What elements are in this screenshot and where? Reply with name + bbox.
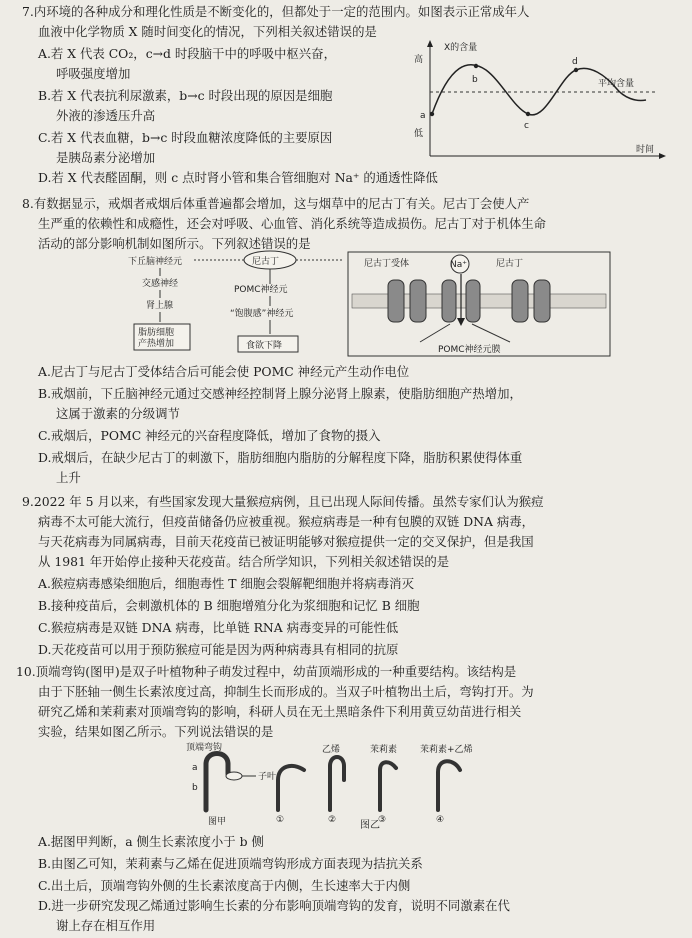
q7-option-d: D.若 X 代表醛固酮，则 c 点时肾小管和集合管细胞对 Na⁺ 的通透性降低 — [38, 170, 438, 185]
q10-option-d: D.进一步研究发现乙烯通过影响生长素的分布影响顶端弯钩的发育，说明不同激素在代 — [38, 898, 510, 913]
q10-stem-line-2: 由于下胚轴一侧生长素浓度过高，抑制生长而形成的。当双子叶植物出土后，弯钩打开。为 — [38, 684, 534, 699]
q10-seedling-2 — [330, 757, 344, 810]
q10-num-2: ② — [328, 815, 337, 825]
q9-stem-line-3: 与天花病毒为同属病毒，目前天花疫苗已被证明能够对猴痘提供一定的交叉保护，但是我国 — [38, 534, 534, 549]
q8-figure — [120, 250, 620, 360]
q10-cotyledon: 子叶 — [258, 772, 277, 782]
q10-side-a: a — [192, 763, 198, 773]
q9-stem-line-2: 病毒不太可能大流行，但疫苗储备仍应被重视。猴痘病毒是一种有包膜的双链 DNA 病毒， — [38, 514, 535, 529]
q10-num-3: ③ — [378, 815, 387, 825]
q8-fat-cell-2: 产热增加 — [138, 339, 175, 349]
q8-stem-line-1: 8.有数据显示，戒烟者戒烟后体重普遍都会增加，这与烟草中的尼古丁有关。尼古丁会使人产 — [22, 196, 530, 211]
q8-option-d-cont: 上升 — [56, 470, 81, 485]
q8-nicotine-2: 尼古丁 — [496, 259, 524, 269]
q10-seedling-4 — [438, 761, 460, 810]
q7-option-b: B.若 X 代表抗利尿激素，b→c 时段出现的原因是细胞 — [38, 88, 333, 103]
q8-adrenal: 肾上腺 — [146, 301, 174, 311]
q8-option-b-cont: 这属于激素的分级调节 — [56, 406, 180, 421]
q8-nicotine: 尼古丁 — [252, 257, 280, 267]
q7-curve — [432, 65, 646, 115]
q10-seedling-1 — [278, 766, 304, 810]
q10-option-c: C.出土后，顶端弯钩外侧的生长素浓度高于内侧，生长速率大于内侧 — [38, 878, 411, 893]
q8-option-c: C.戒烟后，POMC 神经元的兴奋程度降低，增加了食物的摄入 — [38, 428, 381, 443]
q7-y-title: X的含量 — [444, 43, 478, 53]
q7-option-b-cont: 外液的渗透压升高 — [56, 108, 156, 123]
q8-na: Na⁺ — [450, 260, 467, 270]
q9-option-a: A.猴痘病毒感染细胞后，细胞毒性 T 细胞会裂解靶细胞并将病毒消灭 — [38, 576, 414, 591]
q9-option-c: C.猴痘病毒是双链 DNA 病毒，比单链 RNA 病毒变异的可能性低 — [38, 620, 399, 635]
q10-seedling-3 — [380, 762, 396, 810]
q7-avg-label: 平均含量 — [598, 79, 635, 89]
q8-fat-cell-1: 脂肪细胞 — [138, 328, 175, 338]
q7-x-label: 时间 — [636, 145, 655, 155]
q7-stem-line-1: 7.内环境的各种成分和理化性质是不断变化的，但都处于一定的范围内。如图表示正常成年人 — [22, 4, 530, 19]
q7-point-b: b — [472, 75, 478, 85]
q8-option-d: D.戒烟后，在缺少尼古丁的刺激下，脂肪细胞内脂肪的分解程度下降，脂肪积累使得体重 — [38, 450, 523, 465]
q7-figure — [410, 36, 668, 166]
q10-treat-ethylene: 乙烯 — [322, 745, 341, 755]
q8-pomc: POMC神经元 — [234, 285, 288, 295]
q10-num-1: ① — [276, 815, 285, 825]
q8-option-a: A.尼古丁与尼古丁受体结合后可能会使 POMC 神经元产生动作电位 — [38, 364, 410, 379]
q10-stem-line-4: 实验，结果如图乙所示。下列说法错误的是 — [38, 724, 274, 739]
q8-option-b: B.戒烟前，下丘脑神经元通过交感神经控制肾上腺分泌肾上腺素，使脂肪细胞产热增加， — [38, 386, 522, 401]
q10-option-d-cont: 谢上存在相互作用 — [56, 918, 156, 933]
q7-y-low: 低 — [414, 129, 424, 139]
q10-fig-a-label: 图甲 — [208, 817, 227, 826]
q8-stem-line-2: 生严重的依赖性和成瘾性，还会对呼吸、心血管、消化系统等造成损伤。尼古丁对于机体生命 — [38, 216, 547, 231]
q7-option-a-cont: 呼吸强度增加 — [56, 66, 131, 81]
q7-point-c: c — [524, 121, 529, 131]
q7-point-d: d — [572, 57, 578, 67]
q8-sympathetic: 交感神经 — [142, 279, 179, 289]
q9-option-b: B.接种疫苗后，会刺激机体的 B 细胞增殖分化为浆细胞和记忆 B 细胞 — [38, 598, 420, 613]
q8-hypothalamus: 下丘脑神经元 — [128, 257, 183, 267]
q8-food-down: 食欲下降 — [246, 341, 283, 351]
q8-receptor: 尼古丁受体 — [364, 259, 410, 269]
q7-option-c-cont: 是胰岛素分泌增加 — [56, 150, 156, 165]
q7-option-c: C.若 X 代表血糖，b→c 时段血糖浓度降低的主要原因 — [38, 130, 333, 145]
q10-figure — [180, 740, 520, 826]
q10-hook-seedling — [206, 754, 228, 811]
q10-option-a: A.据图甲判断，a 侧生长素浓度小于 b 侧 — [38, 834, 264, 849]
q8-stem-line-3: 活动的部分影响机制如图所示。下列叙述错误的是 — [38, 236, 311, 251]
q10-num-4: ④ — [436, 815, 445, 825]
q10-stem-line-3: 研究乙烯和茉莉素对顶端弯钩的影响，科研人员在无土黑暗条件下利用黄豆幼苗进行相关 — [38, 704, 522, 719]
q9-stem-line-4: 从 1981 年开始停止接种天花疫苗。结合所学知识，下列相关叙述错误的是 — [38, 554, 450, 569]
q8-satiety: “饱腹感”神经元 — [230, 309, 294, 319]
q7-y-high: 高 — [414, 55, 424, 65]
q8-membrane-label: POMC神经元膜 — [438, 345, 501, 355]
q10-treat-ja: 茉莉素 — [370, 745, 398, 755]
q7-option-a: A.若 X 代表 CO₂，c→d 时段脑干中的呼吸中枢兴奋， — [38, 46, 336, 61]
q9-option-d: D.天花疫苗可以用于预防猴痘可能是因为两种病毒具有相同的抗原 — [38, 642, 399, 657]
q10-cotyledon-shape — [226, 772, 242, 780]
q9-stem-line-1: 9.2022 年 5 月以来，有些国家发现大量猴痘病例，且已出现人际间传播。虽然专家们认为猴痘 — [22, 494, 544, 509]
q7-stem-line-2: 血液中化学物质 X 随时间变化的情况，下列相关叙述错误的是 — [38, 24, 377, 39]
q10-side-b: b — [192, 783, 198, 793]
q10-fig-b-label: 图乙 — [360, 820, 380, 831]
q10-treat-both: 茉莉素+乙烯 — [420, 745, 473, 755]
q10-hook-title: 顶端弯钩 — [186, 743, 223, 753]
q7-point-a: a — [420, 111, 426, 121]
q10-option-b: B.由图乙可知，茉莉素与乙烯在促进顶端弯钩形成方面表现为拮抗关系 — [38, 856, 423, 871]
q10-stem-line-1: 10.顶端弯钩(图甲)是双子叶植物种子萌发过程中，幼苗顶端形成的一种重要结构。该结构是 — [16, 664, 517, 679]
